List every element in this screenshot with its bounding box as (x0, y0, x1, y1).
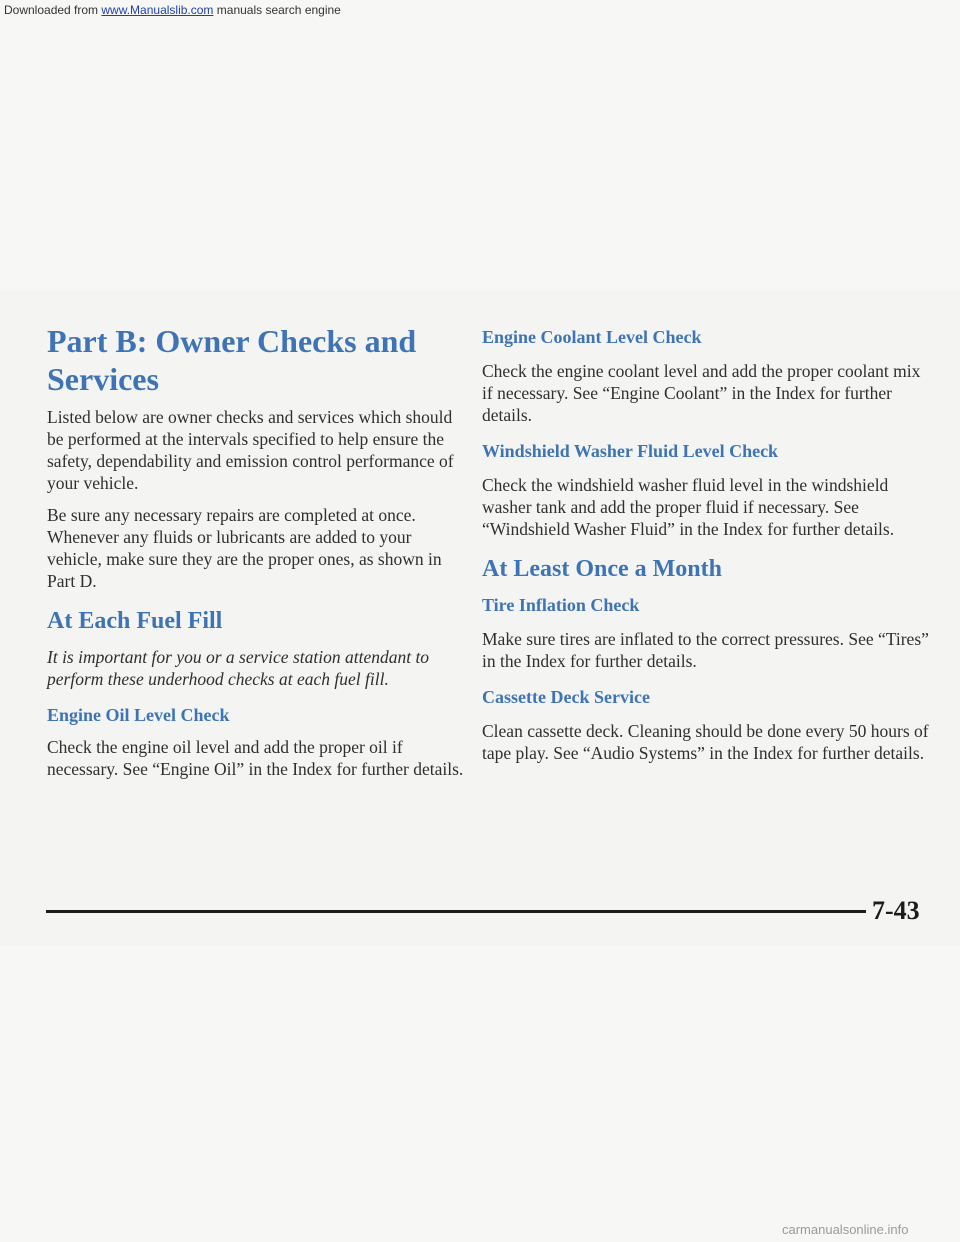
download-banner (4, 3, 341, 17)
site-watermark: carmanualsonline.info (782, 1222, 909, 1237)
cassette-service-heading: Cassette Deck Service (482, 687, 650, 707)
section-heading-monthly: At Least Once a Month (482, 556, 722, 582)
cassette-service-text: Clean cassette deck. Cleaning should be done every 50 hours of tape play. See “Audio Systems” in the Index for further details. (482, 721, 929, 763)
tire-inflation-heading: Tire Inflation Check (482, 595, 640, 615)
section-heading-fuel-fill: At Each Fuel Fill (47, 608, 223, 634)
coolant-check-text: Check the engine coolant level and add the proper coolant mix if necessary. See “Engine Coolant” in the Index for further details. (482, 361, 921, 425)
left-column (47, 322, 465, 790)
fuel-fill-note: It is important for you or a service station attendant to perform these underhood checks at each fuel fill. (47, 647, 430, 689)
footer-rule (46, 910, 866, 913)
page-number: 7-43 (872, 896, 920, 925)
oil-check-text: Check the engine oil level and add the proper oil if necessary. See “Engine Oil” in the Index for further details. (47, 737, 464, 779)
coolant-check-heading: Engine Coolant Level Check (482, 327, 702, 347)
intro-paragraph-1: Listed below are owner checks and services which should be performed at the intervals specified to help ensure the safety, dependability and emission control performance of your vehicle. (47, 407, 454, 493)
manualslib-link[interactable]: www.Manualslib.com (101, 3, 214, 17)
tire-inflation-text: Make sure tires are inflated to the correct pressures. See “Tires” in the Index for further details. (482, 629, 929, 671)
washer-fluid-text: Check the windshield washer fluid level in the windshield washer tank and add the proper fluid if necessary. See “Windshield Washer Fluid” in the Index for further details. (482, 475, 895, 539)
banner-prefix: Downloaded from (4, 3, 102, 17)
page-title: Part B: Owner Checks and Services (47, 323, 417, 397)
banner-suffix: manuals search engine (213, 3, 341, 17)
intro-paragraph-2: Be sure any necessary repairs are completed at once. Whenever any fluids or lubricants are added to your vehicle, make sure they are the proper ones, as shown in Part D. (47, 505, 442, 591)
oil-check-heading: Engine Oil Level Check (47, 705, 230, 725)
washer-fluid-heading: Windshield Washer Fluid Level Check (482, 441, 779, 461)
right-column (482, 322, 934, 774)
